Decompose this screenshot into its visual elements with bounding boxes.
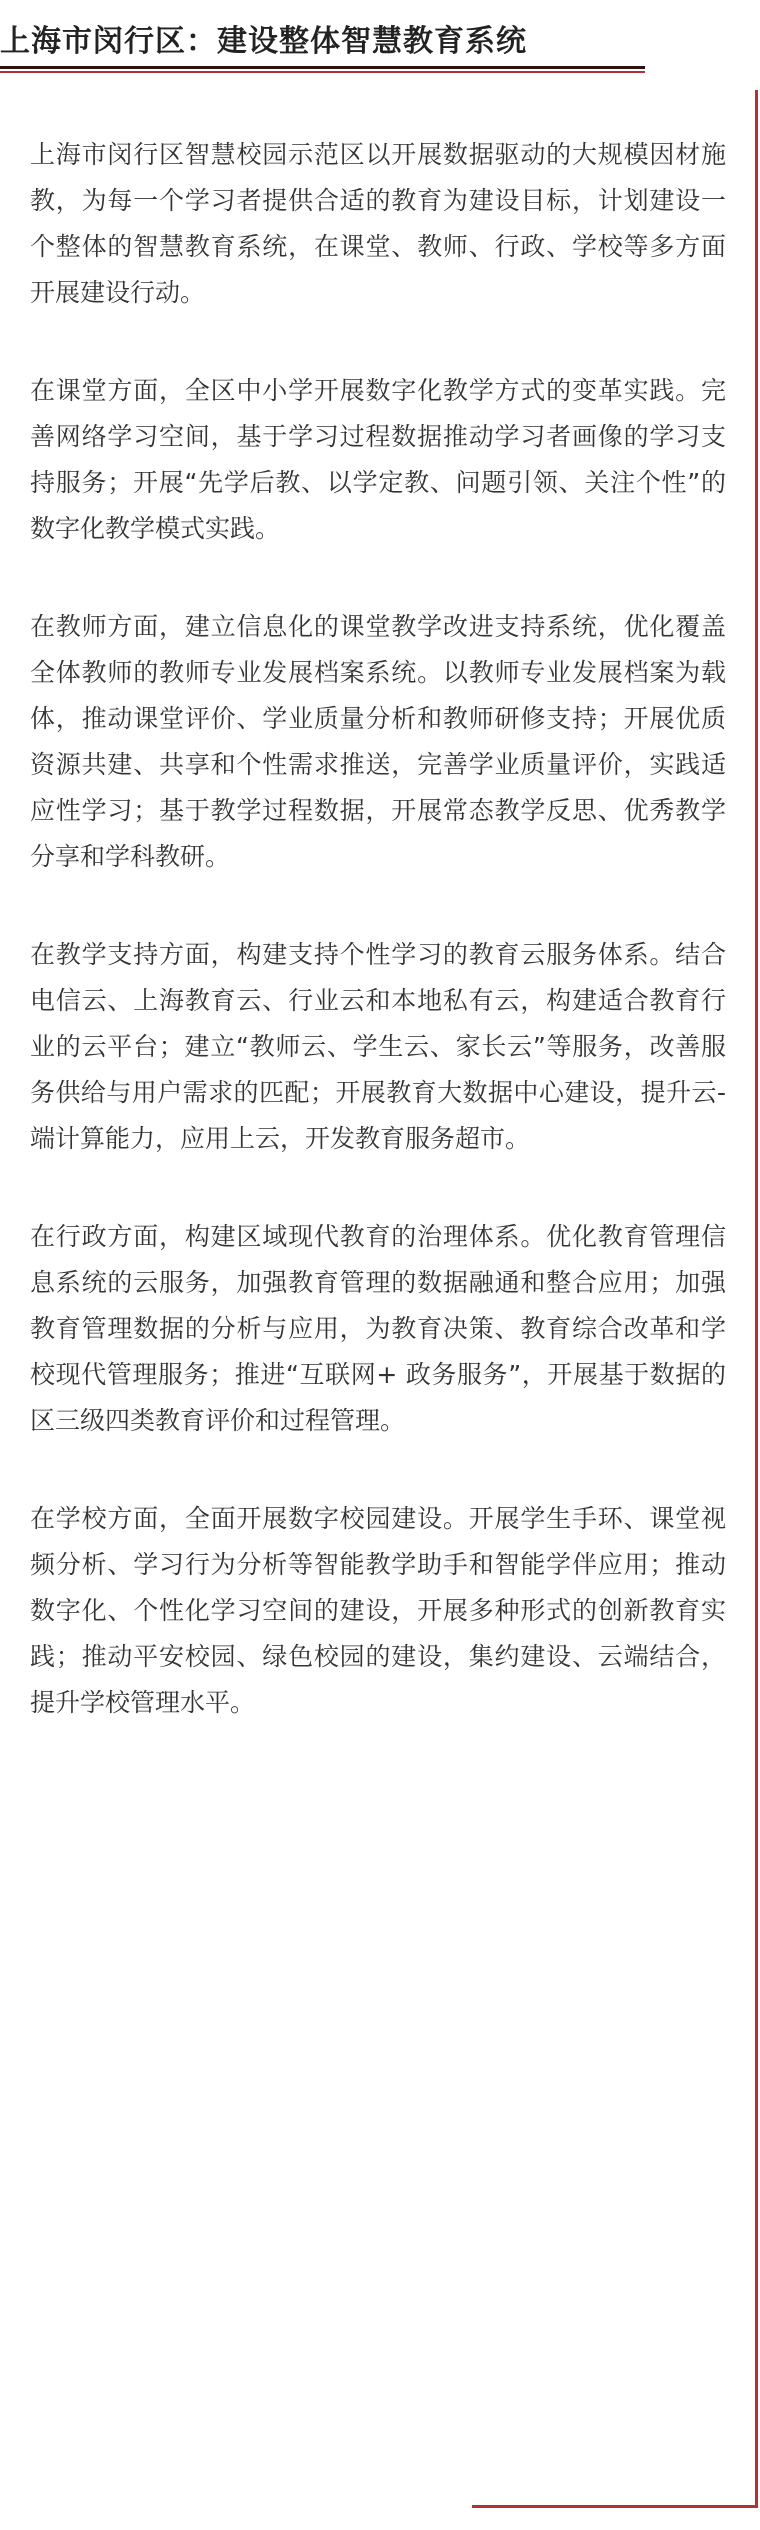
paragraph-intro: 上海市闵行区智慧校园示范区以开展数据驱动的大规模因材施教，为每一个学习者提供合适的教育为建设目标，计划建设一个整体的智慧教育系统，在课堂、教师、行政、学校等多方面开展建设行动。 bbox=[30, 140, 726, 307]
frame-right-border bbox=[755, 90, 758, 2508]
paragraph-schools: 在学校方面，全面开展数字校园建设。开展学生手环、课堂视频分析、学习行为分析等智能教学助手和智能学伴应用；推动数字化、个性化学习空间的建设，开展多种形式的创新教育实践；推动平安校园、绿色校园的建设，集约建设、云端结合，提升学校管理水平。 bbox=[30, 1504, 726, 1717]
paragraph-teaching-support: 在教学支持方面，构建支持个性学习的教育云服务体系。结合电信云、上海教育云、行业云和本地私有云，构建适合教育行业的云平台；建立“教师云、学生云、家长云”等服务，改善服务供给与用户需求的匹配；开展教育大数据中心建设，提升云- 端计算能力，应用上云，开发教育服务超市。 bbox=[30, 940, 726, 1153]
paragraph-classroom: 在课堂方面，全区中小学开展数字化教学方式的变革实践。完善网络学习空间，基于学习过程数据推动学习者画像的学习支持服务；开展“先学后教、以学定教、问题引领、关注个性”的数字化教学模式实践。 bbox=[30, 376, 726, 543]
paragraph-teachers: 在教师方面，建立信息化的课堂教学改进支持系统，优化覆盖全体教师的教师专业发展档案系统。以教师专业发展档案为载体，推动课堂评价、学业质量分析和教师研修支持；开展优质资源共建、共享和个性需求推送，完善学业质量评价，实践适应性学习；基于教学过程数据，开展常态教学反思、优秀教学分享和学科教研。 bbox=[30, 612, 726, 871]
article-header bbox=[0, 0, 760, 78]
article-title: 上海市闵行区：建设整体智慧教育系统 bbox=[0, 24, 527, 59]
article-body-frame bbox=[10, 90, 758, 2508]
title-underline-dark bbox=[0, 66, 645, 69]
article-body bbox=[30, 132, 726, 1778]
frame-bottom-border bbox=[472, 2505, 758, 2508]
title-underline-red bbox=[0, 71, 645, 73]
paragraph-administration: 在行政方面，构建区域现代教育的治理体系。优化教育管理信息系统的云服务，加强教育管理的数据融通和整合应用；加强教育管理数据的分析与应用，为教育决策、教育综合改革和学校现代管理服务；推进“互联网+ 政务服务”，开展基于数据的区三级四类教育评价和过程管理。 bbox=[30, 1222, 726, 1435]
